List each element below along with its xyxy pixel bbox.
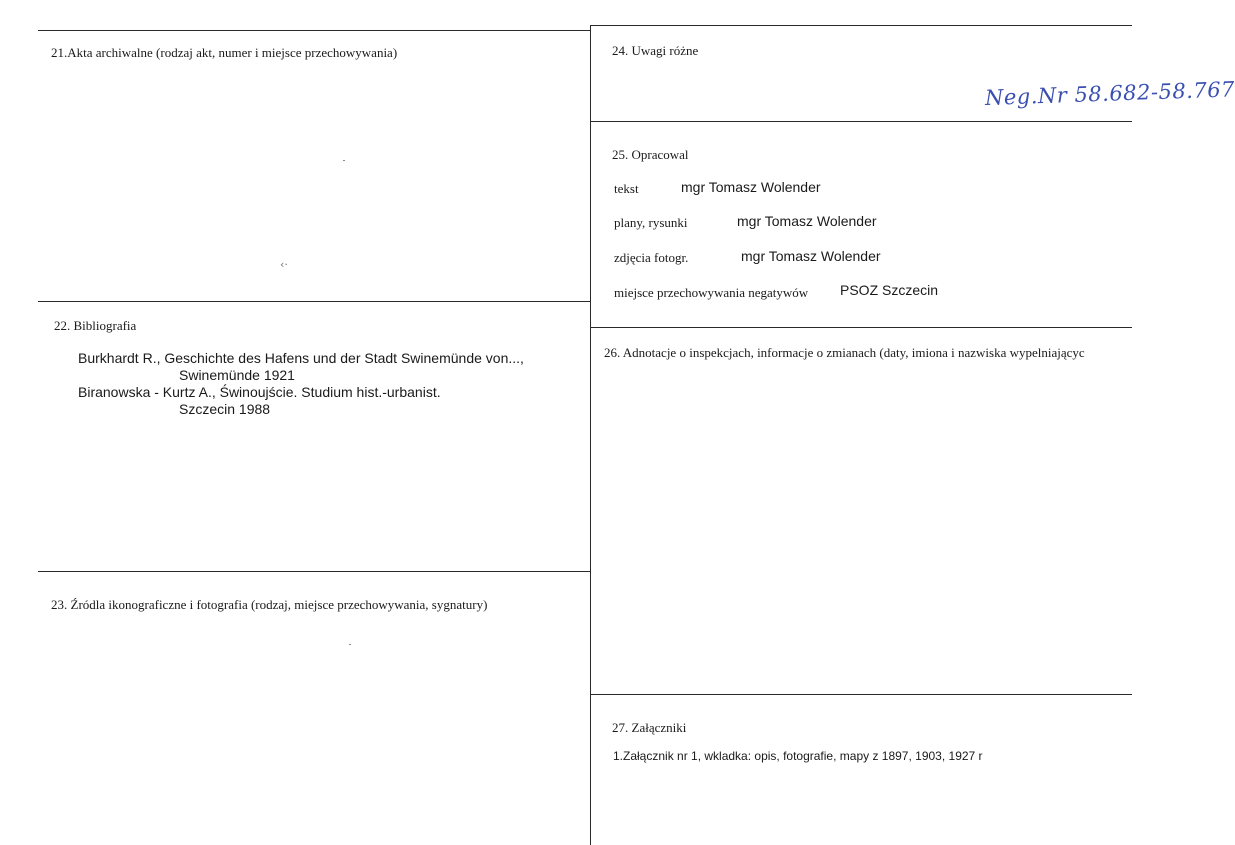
top-rule-left (38, 30, 590, 31)
bibliography-entry-1-cont: Swinemünde 1921 (179, 367, 295, 383)
author-value-photos: mgr Tomasz Wolender (741, 248, 881, 264)
section-24-title: 24. Uwagi różne (612, 43, 699, 58)
column-divider (590, 25, 591, 845)
attachment-item-1: 1.Załącznik nr 1, wkladka: opis, fotografie, mapy z 1897, 1903, 1927 r (613, 749, 983, 763)
section-25-title: 25. Opracowal (612, 147, 689, 162)
scan-speck (349, 644, 351, 645)
scan-mark: ‹· (280, 258, 288, 271)
rule-left-23 (38, 571, 590, 572)
negatives-location-label: miejsce przechowywania negatywów (614, 285, 809, 300)
author-label-drawings: plany, rysunki (614, 215, 688, 230)
rule-right-27 (590, 694, 1132, 695)
bibliography-entry-1: Burkhardt R., Geschichte des Hafens und der Stadt Swinemünde von..., (78, 350, 524, 366)
scan-speck (343, 160, 345, 161)
rule-left-22 (38, 301, 590, 302)
bibliography-entry-2: Biranowska - Kurtz A., Świnoujście. Studium hist.-urbanist. (78, 384, 441, 400)
rule-right-25 (590, 121, 1132, 122)
rule-right-26 (590, 327, 1132, 328)
negatives-location-value: PSOZ Szczecin (840, 282, 939, 298)
section-23-title: 23. Źródla ikonograficzne i fotografia (rodzaj, miejsce przechowywania, sygnatury) (51, 597, 488, 612)
bibliography-entry-2-cont: Szczecin 1988 (179, 401, 271, 417)
author-value-text: mgr Tomasz Wolender (681, 179, 821, 195)
author-value-drawings: mgr Tomasz Wolender (737, 213, 877, 229)
section-27-title: 27. Załączniki (612, 720, 687, 735)
negative-number-handwritten: Neg.Nr 58.682-58.767 (984, 77, 1235, 110)
section-22-title: 22. Bibliografia (54, 318, 137, 333)
section-21-title: 21.Akta archiwalne (rodzaj akt, numer i miejsce przechowywania) (51, 45, 398, 60)
section-26-title: 26. Adnotacje o inspekcjach, informacje o zmianach (daty, imiona i nazwiska wypelniającyc (604, 345, 1085, 360)
top-rule-right (590, 25, 1132, 26)
author-label-photos: zdjęcia fotogr. (614, 250, 689, 265)
author-label-text: tekst (614, 181, 639, 196)
